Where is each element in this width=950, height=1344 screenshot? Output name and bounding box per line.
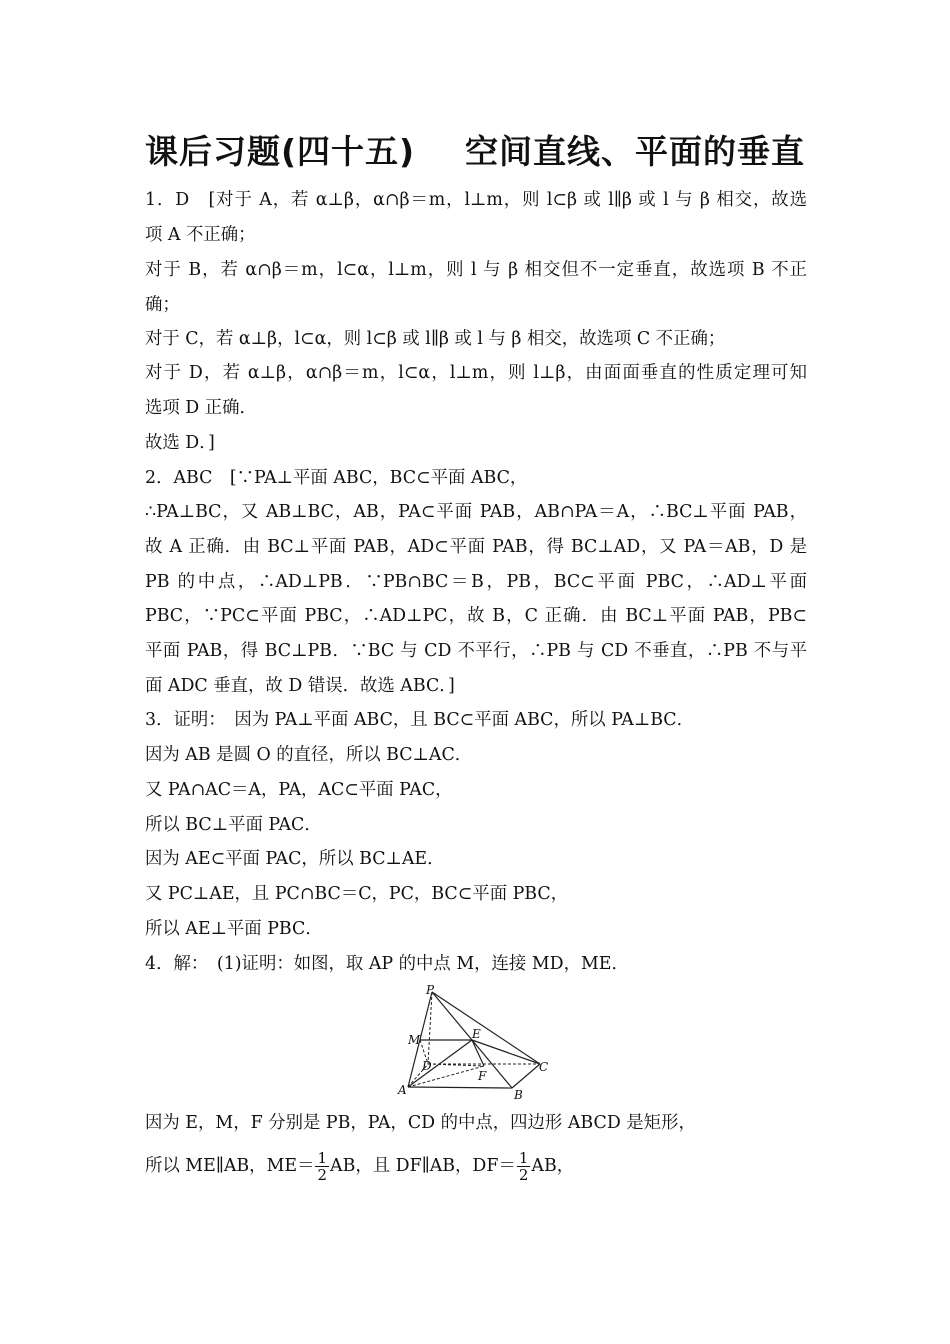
text-line: 所以 BC⊥平面 PAC． — [145, 815, 322, 835]
text-line: 对于 B，若 α∩β＝m，l⊂α，l⊥m，则 l 与 β 相交但不一定垂直，故选项 B 不正 — [145, 260, 807, 280]
label-p: P — [426, 984, 435, 997]
text-line: 故 A 正确．由 BC⊥平面 PAB，AD⊂平面 PAB，得 BC⊥AD，又 PA＝AB，D 是 — [145, 537, 807, 557]
fraction-denominator: 2 — [518, 1166, 529, 1184]
fraction-half — [517, 1150, 531, 1183]
text-line: 所以 AE⊥平面 PBC． — [145, 919, 323, 939]
text-line: PBC，∵PC⊂平面 PBC，∴AD⊥PC，故 B，C 正确．由 BC⊥平面 PAB，PB⊂ — [145, 606, 807, 626]
text-line: 4．解： (1)证明：如图，取 AP 的中点 M，连接 MD，ME． — [145, 954, 629, 974]
label-d: D — [422, 1059, 432, 1073]
label-m: M — [408, 1033, 421, 1047]
text-line: 又 PA∩AC＝A，PA，AC⊂平面 PAC， — [145, 780, 453, 800]
text-line: 1．D [对于 A，若 α⊥β，α∩β＝m，l⊥m，则 l⊂β 或 l∥β 或 l 与 β 相交，故选 — [145, 190, 807, 210]
text-line: PB 的中点，∴AD⊥PB．∵PB∩BC＝B，PB，BC⊂平面 PBC，∴AD⊥平面 — [145, 572, 807, 592]
text-line: 因为 AB 是圆 O 的直径，所以 BC⊥AC． — [145, 745, 473, 765]
text-line: 因为 AE⊂平面 PAC，所以 BC⊥AE． — [145, 849, 445, 869]
formula-suffix: AB， — [531, 1156, 575, 1176]
text-line: 平面 PAB，得 BC⊥PB．∵BC 与 CD 不平行，∴PB 与 CD 不垂直，∴PB 不与平 — [145, 641, 807, 661]
geometry-figure — [394, 984, 554, 1104]
edge-pd — [428, 992, 432, 1064]
text-line: 选项 D 正确． — [145, 398, 257, 418]
formula-middle: AB，且 DF∥AB，DF＝ — [330, 1156, 516, 1176]
text-line: 故选 D．] — [145, 433, 215, 453]
fraction-half — [315, 1150, 329, 1183]
fraction-numerator: 1 — [317, 1149, 328, 1167]
formula-prefix: 所以 ME∥AB，ME＝ — [145, 1156, 315, 1176]
text-line: 面 ADC 垂直，故 D 错误．故选 ABC．] — [145, 676, 455, 696]
text-line: 因为 E，M，F 分别是 PB，PA，CD 的中点，四边形 ABCD 是矩形， — [145, 1113, 696, 1133]
edge-ab — [408, 1087, 512, 1088]
label-b: B — [514, 1088, 523, 1102]
text-line: 确； — [145, 295, 180, 315]
label-a: A — [398, 1083, 407, 1097]
text-line: 对于 C，若 α⊥β，l⊂α，则 l⊂β 或 l∥β 或 l 与 β 相交，故选项 C 不正确； — [145, 329, 726, 349]
formula-line — [145, 1146, 807, 1188]
text-line: ∴PA⊥BC，又 AB⊥BC，AB，PA⊂平面 PAB，AB∩PA＝A，∴BC⊥平面 PAB， — [145, 502, 807, 522]
edge-bc — [512, 1064, 540, 1088]
edge-pc — [432, 992, 540, 1064]
text-line: 2．ABC [∵PA⊥平面 ABC，BC⊂平面 ABC， — [145, 468, 528, 488]
page-title: 课后习题(四十五) 空间直线、平面的垂直 — [144, 132, 806, 171]
label-c: C — [539, 1060, 549, 1074]
text-line: 又 PC⊥AE，且 PC∩BC＝C，PC，BC⊂平面 PBC， — [145, 884, 569, 904]
text-line: 对于 D，若 α⊥β，α∩β＝m，l⊂α，l⊥m，则 l⊥β，由面面垂直的性质定理可知 — [145, 363, 807, 383]
label-e: E — [472, 1027, 481, 1041]
label-f: F — [478, 1069, 487, 1083]
fraction-numerator: 1 — [518, 1149, 529, 1167]
fraction-denominator: 2 — [317, 1166, 328, 1184]
segment-af — [408, 1066, 484, 1087]
text-line: 项 A 不正确； — [145, 225, 256, 245]
text-line: 3．证明： 因为 PA⊥平面 ABC，且 BC⊂平面 ABC，所以 PA⊥BC． — [145, 710, 695, 730]
